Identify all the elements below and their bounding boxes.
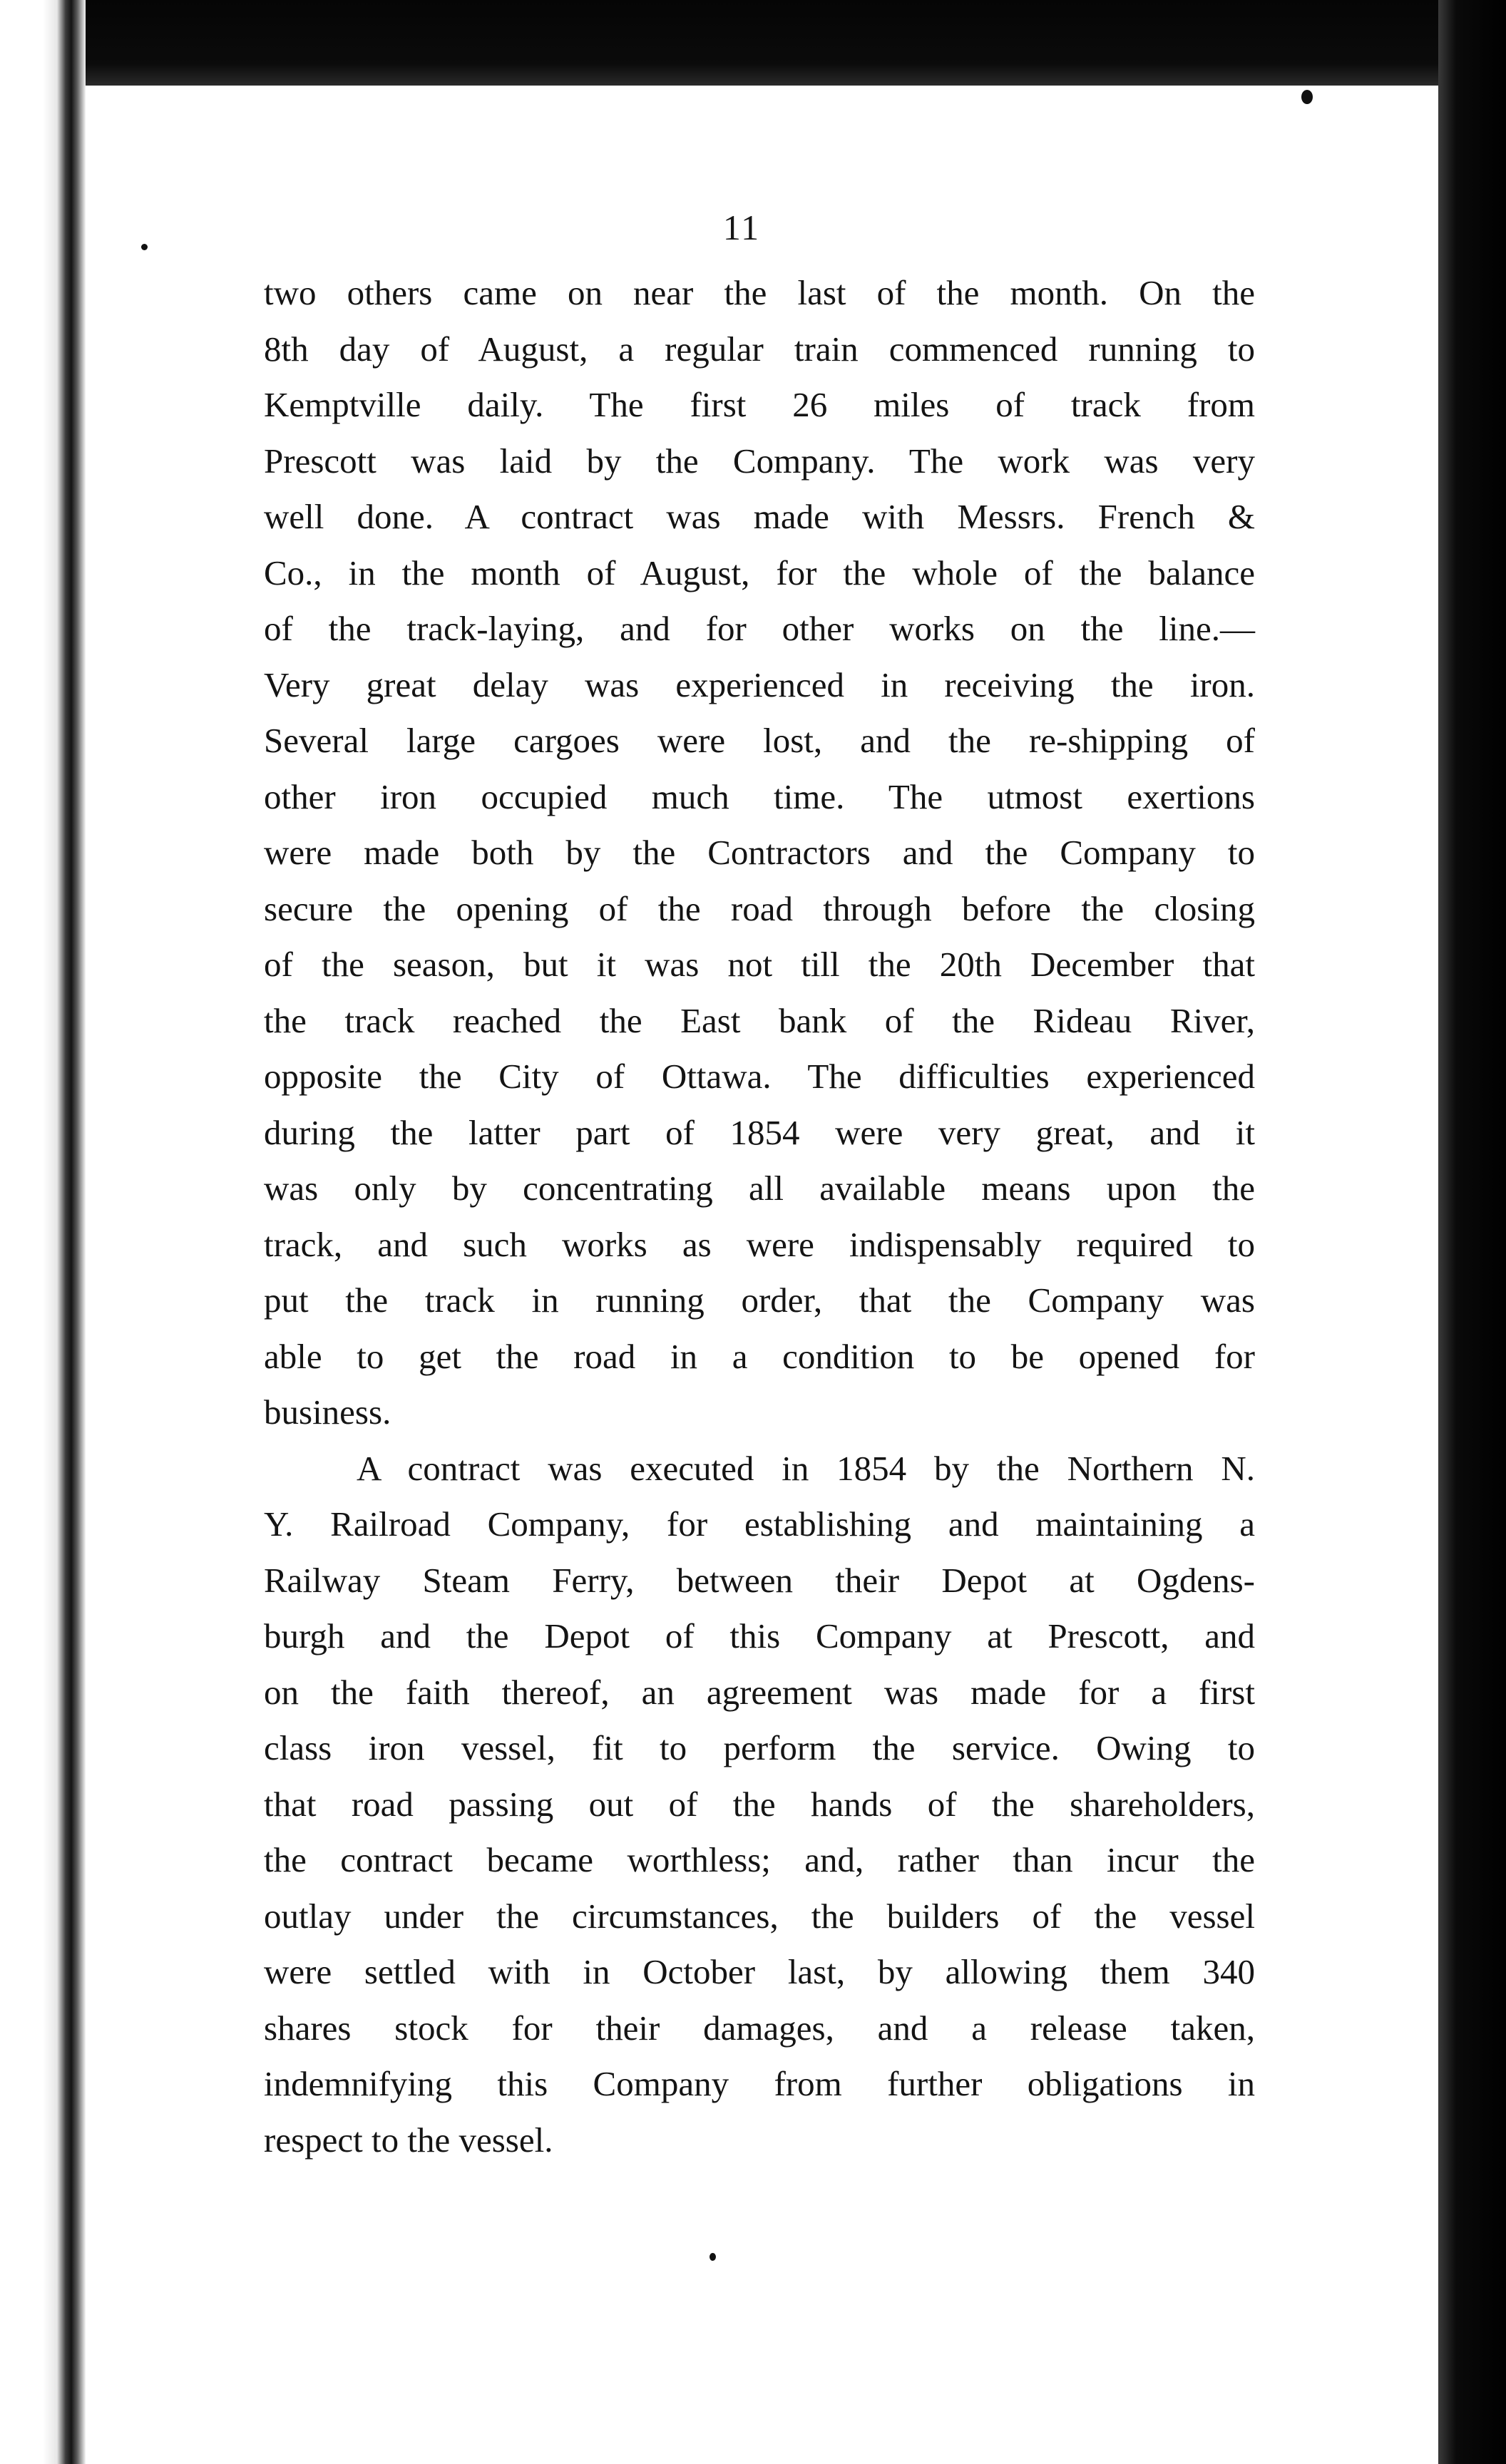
text-line: A contract was executed in 1854 by the Northern N. <box>357 1448 1255 1488</box>
text-line: burgh and the Depot of this Company at Prescott, and <box>264 1616 1255 1655</box>
text-line: Prescott was laid by the Company. The work was very <box>264 441 1255 481</box>
text-line: that road passing out of the hands of the shareholders, <box>264 1784 1255 1824</box>
paragraph-1 <box>264 265 1255 1441</box>
body-text <box>264 265 1255 2168</box>
text-line: Very great delay was experienced in receiving the iron. <box>264 664 1255 704</box>
text-line: well done. A contract was made with Messrs. French & <box>264 497 1255 536</box>
text-line: Kemptville daily. The first 26 miles of track from <box>264 385 1255 424</box>
text-line: secure the opening of the road through before the closing <box>264 888 1255 928</box>
scan-border-right <box>1438 0 1506 2464</box>
ink-speck <box>1301 90 1313 104</box>
text-line: business. <box>264 1392 391 1432</box>
paragraph-2 <box>264 1441 1255 2169</box>
text-line: was only by concentrating all available means upon the <box>264 1169 1255 1208</box>
text-line: other iron occupied much time. The utmost exertions <box>264 776 1255 816</box>
text-line: the track reached the East bank of the Rideau River, <box>264 1000 1255 1040</box>
text-line: on the faith thereof, an agreement was made for a first <box>264 1672 1255 1712</box>
text-line: Y. Railroad Company, for establishing and maintaining a <box>264 1504 1255 1544</box>
text-line: Co., in the month of August, for the whole of the balance <box>264 553 1255 592</box>
text-line: indemnifying this Company from further obligations in <box>264 2064 1255 2103</box>
text-line: track, and such works as were indispensably required to <box>264 1224 1255 1264</box>
text-line: Railway Steam Ferry, between their Depot at Ogdens- <box>264 1560 1255 1600</box>
text-line: put the track in running order, that the Company was <box>264 1280 1255 1320</box>
text-line: two others came on near the last of the month. On the <box>264 273 1255 312</box>
ink-speck <box>141 244 148 250</box>
text-line: of the season, but it was not till the 20th December that <box>264 945 1255 984</box>
text-line: outlay under the circumstances, the builders of the vessel <box>264 1896 1255 1936</box>
text-line: Several large cargoes were lost, and the re-shipping of <box>264 721 1255 760</box>
text-line: of the track-laying, and for other works on the line.— <box>264 609 1255 648</box>
text-line: were made both by the Contractors and the Company to <box>264 833 1255 872</box>
text-line: the contract became worthless; and, rather than incur the <box>264 1840 1255 1879</box>
scan-border-top <box>0 0 1506 86</box>
page-number: 11 <box>722 207 761 247</box>
text-line: able to get the road in a condition to be opened for <box>264 1336 1255 1376</box>
text-line: 8th day of August, a regular train commenced running to <box>264 329 1255 369</box>
text-line: class iron vessel, fit to perform the service. Owing to <box>264 1728 1255 1767</box>
ink-speck <box>710 2253 716 2261</box>
text-line: were settled with in October last, by allowing them 340 <box>264 1952 1255 1991</box>
text-line: during the latter part of 1854 were very great, and it <box>264 1112 1255 1152</box>
text-line: respect to the vessel. <box>264 2120 553 2160</box>
page-binding-edge <box>0 0 86 2464</box>
text-line: shares stock for their damages, and a release taken, <box>264 2008 1255 2048</box>
text-line: opposite the City of Ottawa. The difficulties experienced <box>264 1057 1255 1096</box>
